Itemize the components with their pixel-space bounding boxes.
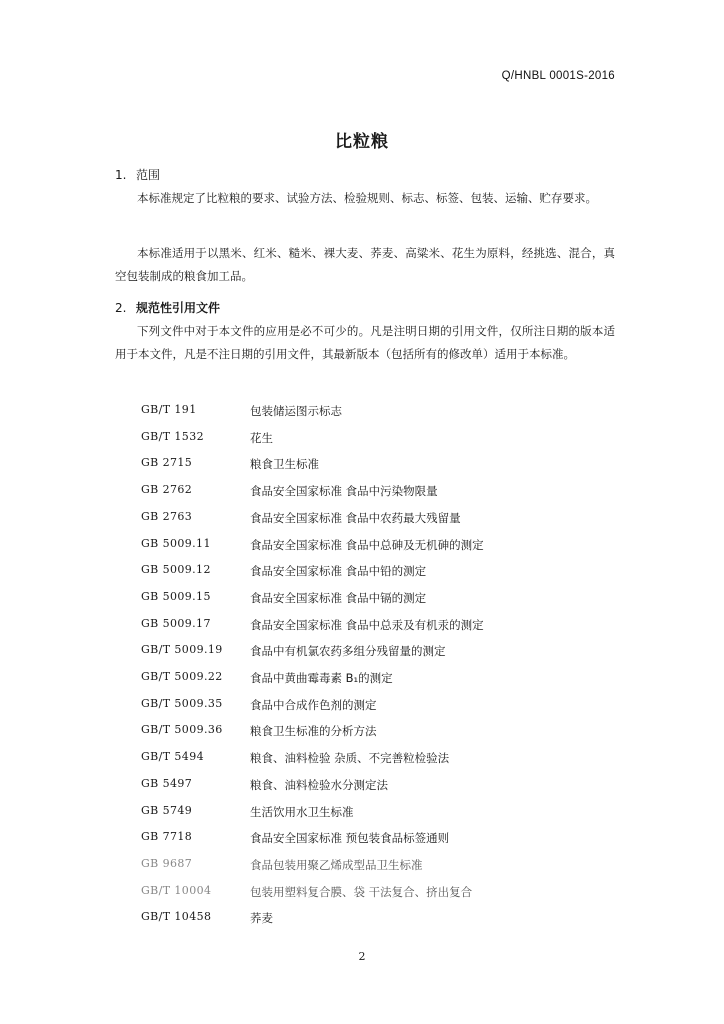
reference-title: 粮食、油料检验 杂质、不完善粒检验法 (250, 751, 450, 766)
reference-code: GB/T 5009.22 (141, 670, 223, 683)
reference-item (0, 563, 724, 583)
reference-title: 食品安全国家标准 预包装食品标签通则 (250, 831, 450, 846)
reference-code: GB 5009.17 (141, 616, 211, 630)
reference-code: GB 5009.12 (141, 563, 211, 577)
reference-code: GB/T 191 (141, 403, 197, 416)
reference-item (0, 777, 724, 797)
reference-title: 食品安全国家标准 食品中总砷及无机砷的测定 (250, 537, 484, 552)
reference-item (0, 670, 724, 690)
reference-title: 粮食卫生标准的分析方法 (250, 724, 377, 739)
reference-item (0, 857, 724, 877)
page-title: 比粒粮 (335, 132, 389, 152)
reference-title: 食品安全国家标准 食品中铅的测定 (250, 564, 427, 579)
reference-item (0, 510, 724, 530)
reference-title: 食品中有机氯农药多组分残留量的测定 (250, 644, 446, 659)
reference-item (0, 403, 724, 423)
reference-code: GB/T 1532 (141, 429, 205, 443)
standard-code: Q/HNBL 0001S-2016 (501, 70, 615, 82)
reference-title: 花生 (250, 430, 273, 445)
reference-code: GB 5009.15 (141, 589, 211, 603)
reference-code: GB/T 5009.36 (141, 723, 223, 737)
reference-title: 食品包装用聚乙烯成型品卫生标准 (250, 857, 423, 872)
reference-code: GB 2763 (141, 509, 193, 523)
reference-item (0, 910, 724, 930)
reference-code: GB/T 5009.19 (141, 643, 223, 657)
reference-code: GB/T 5494 (141, 750, 205, 764)
reference-item (0, 884, 724, 904)
reference-title: 食品中黄曲霉毒素 B₁的测定 (250, 671, 393, 685)
reference-item (0, 483, 724, 503)
reference-item (0, 830, 724, 850)
reference-item (0, 430, 724, 450)
section-number: 2. (115, 301, 127, 315)
reference-code: GB 9687 (141, 856, 193, 870)
reference-code: GB 5497 (141, 776, 193, 790)
reference-code: GB 2762 (141, 483, 193, 497)
reference-code: GB/T 5009.35 (141, 696, 223, 710)
reference-item (0, 723, 724, 743)
reference-code: GB 2715 (141, 456, 193, 470)
reference-title: 包装储运图示标志 (250, 404, 342, 418)
section-1-heading (115, 166, 160, 183)
reference-item (0, 750, 724, 770)
reference-title: 食品安全国家标准 食品中总汞及有机汞的测定 (250, 617, 484, 632)
reference-code: GB 5749 (141, 803, 193, 817)
reference-title: 生活饮用水卫生标准 (250, 804, 354, 819)
reference-title: 荞麦 (250, 911, 273, 926)
reference-item (0, 590, 724, 610)
reference-code: GB/T 10458 (141, 910, 212, 924)
reference-title: 食品中合成作色剂的测定 (250, 697, 377, 712)
reference-item (0, 697, 724, 717)
scope-paragraph-2: 本标准适用于以黑米、红米、糙米、裸大麦、荞麦、高粱米、花生为原料，经挑选、混合，真空包装制成的粮食加工品。 (115, 246, 615, 283)
reference-code: GB/T 10004 (141, 883, 212, 897)
reference-item (0, 617, 724, 637)
reference-title: 食品安全国家标准 食品中镉的测定 (250, 590, 427, 605)
reference-title: 粮食、油料检验水分测定法 (250, 777, 388, 792)
reference-code: GB 7718 (141, 830, 193, 844)
reference-item (0, 643, 724, 663)
section-title: 范围 (136, 168, 161, 182)
reference-item (0, 804, 724, 824)
reference-title: 粮食卫生标准 (250, 457, 319, 472)
section-number: 1. (115, 168, 127, 182)
section-2-heading (115, 299, 220, 316)
reference-item (0, 537, 724, 557)
reference-title: 包装用塑料复合膜、袋 干法复合、挤出复合 (250, 884, 473, 899)
reference-title: 食品安全国家标准 食品中农药最大残留量 (250, 510, 461, 525)
reference-item (0, 456, 724, 476)
page-number: 2 (358, 950, 366, 963)
reference-code: GB 5009.11 (141, 536, 211, 550)
references-intro-paragraph: 下列文件中对于本文件的应用是必不可少的。凡是注明日期的引用文件，仅所注日期的版本适用于本文件，凡是不注日期的引用文件，其最新版本（包括所有的修改单）适用于本标准。 (115, 324, 615, 361)
reference-title: 食品安全国家标准 食品中污染物限量 (250, 484, 438, 499)
section-title: 规范性引用文件 (136, 301, 221, 315)
scope-paragraph-1: 本标准规定了比粒粮的要求、试验方法、检验规则、标志、标签、包装、运输、贮存要求。 (137, 191, 597, 205)
